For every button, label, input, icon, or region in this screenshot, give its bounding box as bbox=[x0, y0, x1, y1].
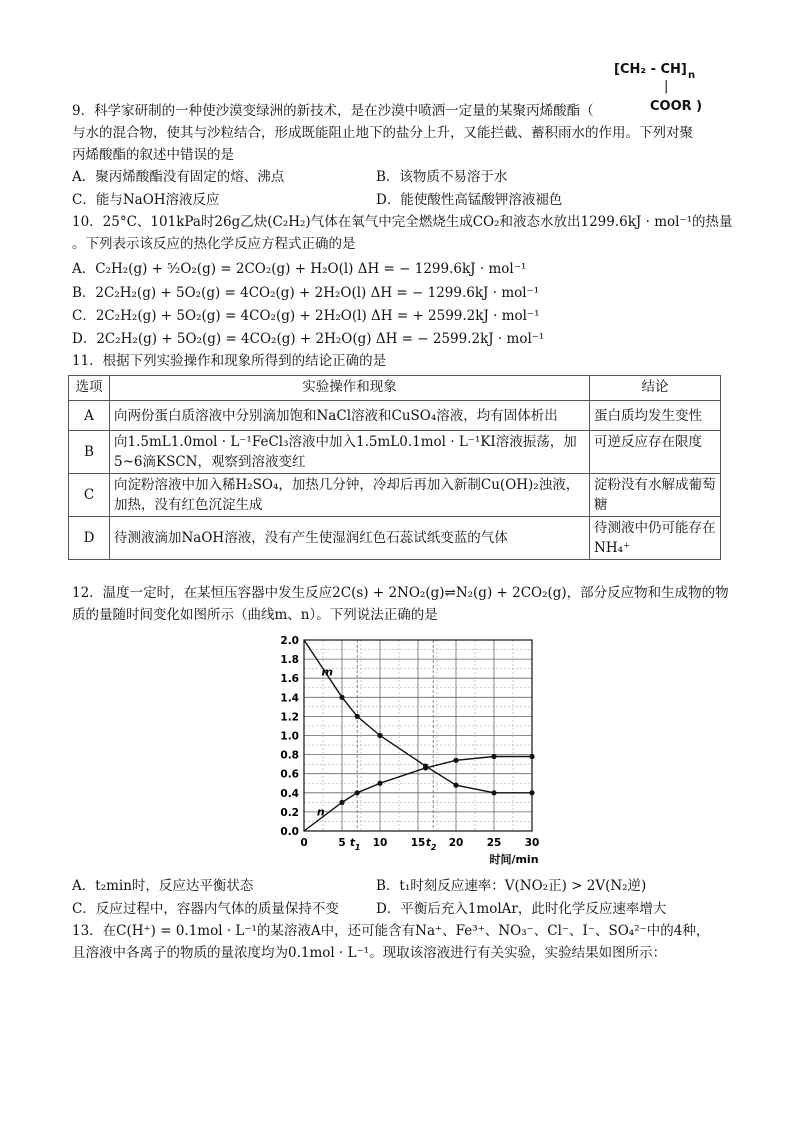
chart-point-m bbox=[355, 714, 360, 719]
formula-subscript-n: n bbox=[688, 70, 696, 81]
table-row bbox=[69, 474, 721, 517]
row-operation: 向1.5mL1.0mol · L⁻¹FeCl₃溶液中加入1.5mL0.1mol · L⁻¹KI溶液振荡，加5~6滴KSCN，观察到溶液变红 bbox=[110, 431, 590, 474]
header-conclusion: 结论 bbox=[590, 376, 721, 401]
table-row bbox=[69, 401, 721, 431]
q10-stem-line1: 10．25°C、101kPa时26g乙炔(C₂H₂)气体在氧气中完全燃烧生成CO₂和液态水放出1299.6kJ · mol⁻¹的热量 bbox=[72, 214, 733, 230]
chart-x-tick-label: 30 bbox=[524, 837, 540, 849]
chart-point-n bbox=[529, 754, 534, 759]
q12-stem-line2: 质的量随时间变化如图所示（曲线m、n）。下列说法正确的是 bbox=[72, 607, 438, 623]
q9-option-d: D．能使酸性高锰酸钾溶液褪色 bbox=[376, 192, 563, 208]
chart-y-tick-label: 0.4 bbox=[280, 787, 299, 800]
chart-y-tick-label: 1.6 bbox=[280, 673, 299, 686]
chart-point-n bbox=[491, 754, 496, 759]
row-option: D bbox=[69, 517, 110, 560]
row-operation: 待测液滴加NaOH溶液，没有产生使湿润红色石蕊试纸变蓝的气体 bbox=[110, 517, 590, 560]
chart-y-tick-label: 1.4 bbox=[280, 692, 299, 705]
row-operation: 向淀粉溶液中加入稀H₂SO₄，加热几分钟，冷却后再加入新制Cu(OH)₂浊液，加热，没有红色沉淀生成 bbox=[110, 474, 590, 517]
chart-y-tick-label: 2.0 bbox=[280, 635, 299, 647]
chart-point-m bbox=[339, 695, 344, 700]
chart-point-m bbox=[529, 790, 534, 795]
q9-option-b: B．该物质不易溶于水 bbox=[376, 169, 508, 185]
q9-option-c: C．能与NaOH溶液反应 bbox=[72, 192, 220, 208]
chart-x-tick-label: 25 bbox=[486, 837, 502, 849]
q12-option-d: D．平衡后充入1molAr，此时化学反应速率增大 bbox=[376, 901, 667, 917]
chart-x-axis-label: 时间/min bbox=[489, 853, 539, 866]
q12-stem-line1: 12．温度一定时，在某恒压容器中发生反应2C(s) + 2NO₂(g)⇌N₂(g) + 2CO₂(g)，部分反应物和生成物的物 bbox=[72, 585, 729, 601]
chart-y-tick-label: 1.8 bbox=[280, 654, 299, 667]
q13-stem-line1: 13．在C(H⁺) = 0.1mol · L⁻¹的某溶液A中，还可能含有Na⁺、Fe³⁺、NO₃⁻、Cl⁻、I⁻、SO₄²⁻中的4种， bbox=[72, 923, 710, 939]
q11-stem: 11．根据下列实验操作和现象所得到的结论正确的是 bbox=[72, 353, 387, 369]
chart-x-tick-label: 10 bbox=[372, 837, 388, 849]
chart-point-n bbox=[377, 781, 382, 786]
row-conclusion: 可逆反应存在限度 bbox=[590, 431, 721, 474]
header-operation: 实验操作和现象 bbox=[110, 376, 590, 401]
chart-y-tick-label: 0.8 bbox=[280, 749, 299, 762]
chart-point-m bbox=[377, 733, 382, 738]
chart-y-tick-label: 0.2 bbox=[280, 806, 299, 819]
chart-point-n bbox=[453, 758, 458, 763]
q13-stem-line2: 且溶液中各离子的物质的量浓度均为0.1mol · L⁻¹。现取该溶液进行有关实验，实验结果如图所示： bbox=[72, 945, 667, 961]
q10-option-d: D．2C₂H₂(g) + 5O₂(g) = 4CO₂(g) + 2H₂O(g) ΔH = − 2599.2kJ · mol⁻¹ bbox=[72, 331, 545, 347]
q9-stem-line1: 9．科学家研制的一种使沙漠变绿洲的新技术，是在沙漠中喷洒一定量的某聚丙烯酸酯（ bbox=[72, 103, 594, 119]
chart-point-n bbox=[423, 765, 428, 770]
q12-option-a: A．t₂min时，反应达平衡状态 bbox=[72, 878, 254, 894]
q11-experiment-table bbox=[68, 375, 721, 560]
chart-y-tick-label: 0.6 bbox=[280, 768, 299, 781]
chart-y-tick-label: 1.2 bbox=[280, 711, 299, 724]
q10-option-c: C．2C₂H₂(g) + 5O₂(g) = 4CO₂(g) + 2H₂O(l) ΔH = + 2599.2kJ · mol⁻¹ bbox=[72, 308, 540, 324]
table-row bbox=[69, 517, 721, 560]
chart-x-tick-label: 0 bbox=[300, 837, 308, 849]
q10-option-a: A．C₂H₂(g) + ⁵⁄₂O₂(g) = 2CO₂(g) + H₂O(l) ΔH = − 1299.6kJ · mol⁻¹ bbox=[72, 261, 527, 277]
q9-stem-line2: 与水的混合物，使其与沙粒结合，形成既能阻止地下的盐分上升，又能拦截、蓄积雨水的作用。下列对聚 bbox=[72, 125, 693, 141]
table-header-row bbox=[69, 376, 721, 401]
chart-y-tick-label: 0.0 bbox=[280, 826, 299, 838]
q12-option-c: C．反应过程中，容器内气体的质量保持不变 bbox=[72, 901, 339, 917]
q10-option-b: B．2C₂H₂(g) + 5O₂(g) = 4CO₂(g) + 2H₂O(l) ΔH = − 1299.6kJ · mol⁻¹ bbox=[72, 285, 540, 301]
row-option: C bbox=[69, 474, 110, 517]
row-option: A bbox=[69, 401, 110, 431]
polyacrylate-structure-formula bbox=[614, 62, 714, 120]
table-row bbox=[69, 431, 721, 474]
row-conclusion: 待测液中仍可能存在NH₄⁺ bbox=[590, 517, 721, 560]
chart-point-m bbox=[491, 790, 496, 795]
chart-time-marker-label: $t_2$ bbox=[425, 837, 437, 852]
row-conclusion: 蛋白质均发生变性 bbox=[590, 401, 721, 431]
chart-x-tick-label: 15 bbox=[410, 837, 426, 849]
chart-series-label-m: m bbox=[321, 665, 333, 679]
q12-option-b: B．t₁时刻反应速率：V(NO₂正) > 2V(N₂逆) bbox=[376, 878, 647, 894]
q9-option-a: A．聚丙烯酸酯没有固定的熔、沸点 bbox=[72, 169, 285, 185]
row-operation: 向两份蛋白质溶液中分别滴加饱和NaCl溶液和CuSO₄溶液，均有固体析出 bbox=[110, 401, 590, 431]
chart-series-label-n: n bbox=[316, 805, 325, 819]
amount-vs-time-chart bbox=[256, 628, 556, 870]
header-option: 选项 bbox=[69, 376, 110, 401]
chart-point-n bbox=[355, 790, 360, 795]
chart-point-m bbox=[453, 783, 458, 788]
formula-repeat-unit: [CH₂ - CH] bbox=[614, 62, 687, 77]
row-conclusion: 淀粉没有水解成葡萄糖 bbox=[590, 474, 721, 517]
chart-time-marker-label: $t_1$ bbox=[349, 837, 361, 852]
formula-ester-group: COOR ) bbox=[650, 99, 703, 114]
q10-stem-line2: 。下列表示该反应的热化学反应方程式正确的是 bbox=[72, 236, 356, 252]
q9-stem-line3: 丙烯酸酯的叙述中错误的是 bbox=[72, 147, 234, 163]
row-option: B bbox=[69, 431, 110, 474]
chart-y-tick-label: 1.0 bbox=[280, 730, 299, 743]
chart-x-tick-label: 5 bbox=[338, 837, 346, 849]
chart-x-tick-label: 20 bbox=[448, 837, 464, 849]
chart-point-n bbox=[339, 800, 344, 805]
formula-bond: | bbox=[664, 79, 669, 94]
